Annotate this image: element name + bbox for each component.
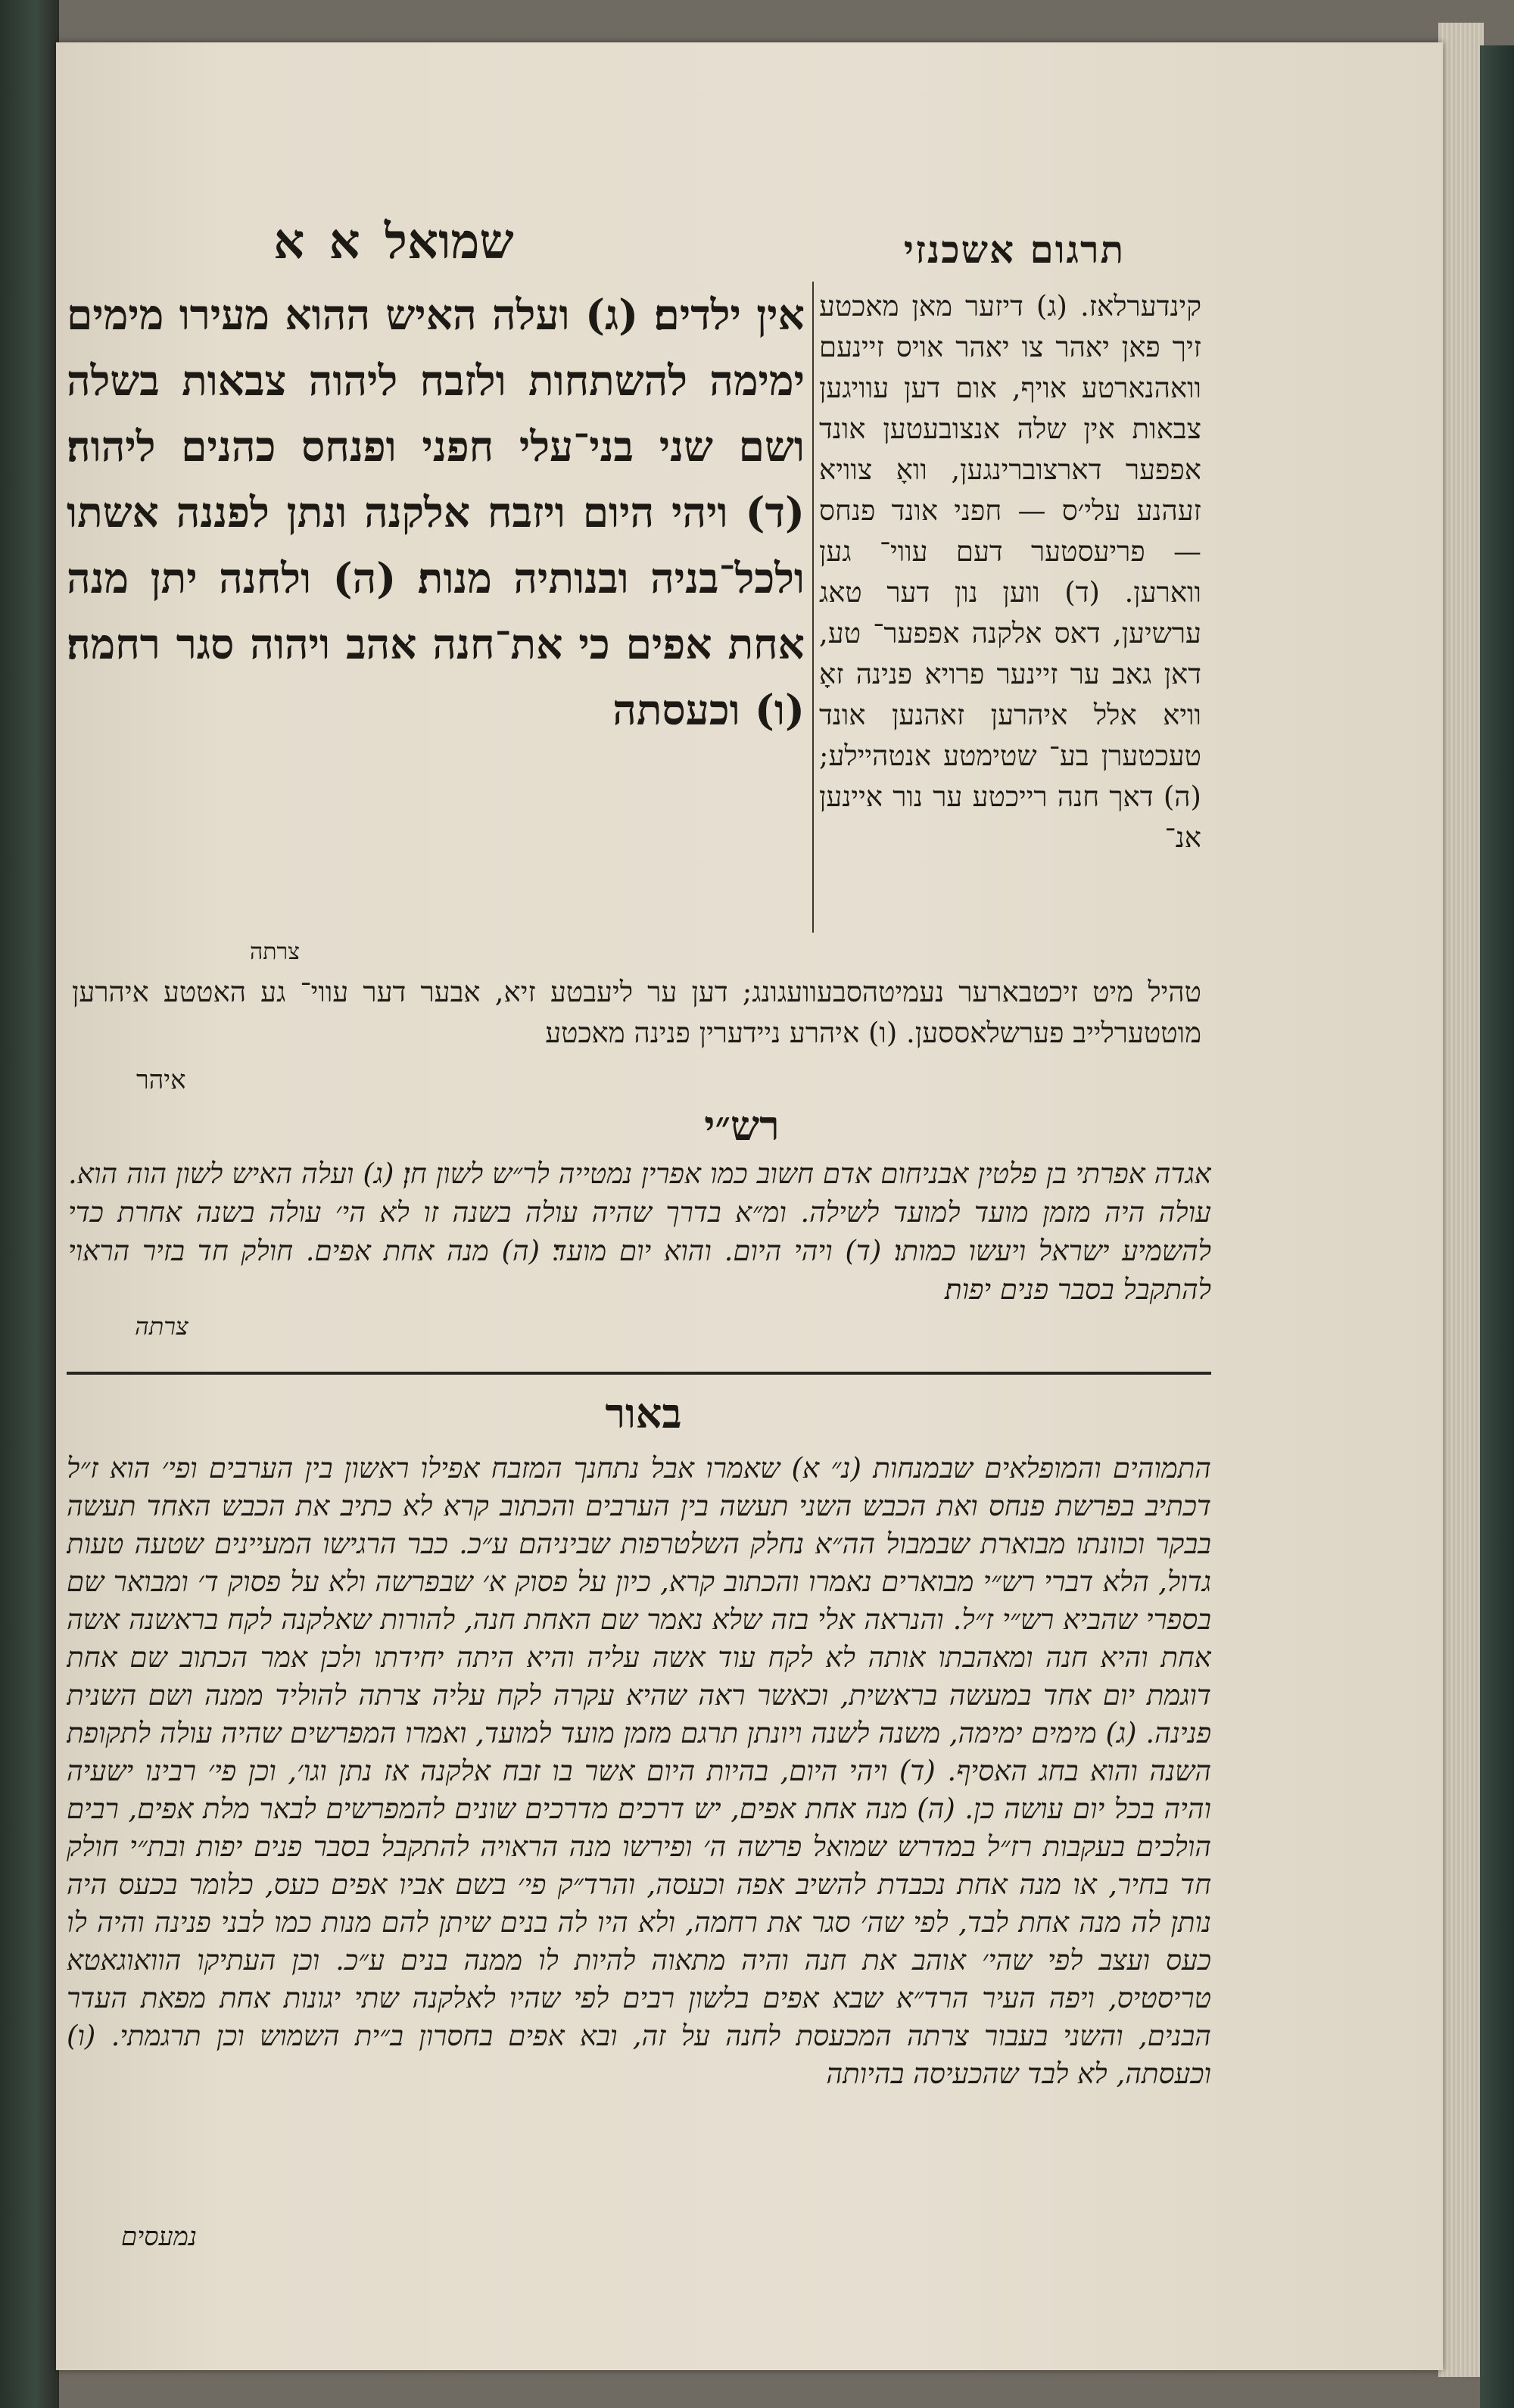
page-edges: [1438, 23, 1484, 2377]
bible-catchword: צרתה: [250, 939, 301, 965]
right-cover-edge: [1480, 45, 1514, 2408]
rashi-catchword: צרתה: [135, 1312, 188, 1341]
book-header: שמואל א א: [273, 213, 514, 270]
bible-text: אין ילדים׃ (ג) ועלה האיש ההוא מעירו מימים ימימה להשתחות ולזבח ליהוה צבאות בשלה ושם שני בני־עלי חפני ופנחס כהנים ליהוה׃ (ד) ויהי היום ויזבח אלקנה ונתן לפננה אשתו ולכל־בניה ובנותיה מנות׃ (ה) ולחנה יתן מנה אחת אפים כי את־חנה אהב ויהוה סגר רחמה׃ (ו) וכעסתה: [67, 290, 805, 734]
left-book-edge: [0, 0, 59, 2408]
biur-catchword: נמעסים: [121, 2222, 197, 2252]
column-divider: [812, 282, 814, 933]
rashi-header: רש״י: [704, 1101, 780, 1150]
targum-text: קינדערלאז. (ג) דיזער מאן מאכטע זיך פאן יאהר צו יאהר אויס זיינעם וואהנארטע אויף, אום דען עוויגען צבאות אין שלה אנצובעטען אונד אפפער דארצוברינגען, וואָ צוויא זעהנע עלי׳ס — חפני אונד פנחס — פריעסטער דעם עווי־ גען ווארען. (ד) ווען נון דער טאג ערשיען, דאס אלקנה אפפער־ טע, דאן גאב ער זיינער פרויא פנינה זאָ וויא אלל איהרען זאהנען אונד טעכטערן בע־ שטימטע אנטהיילע; (ה) דאך חנה רייכטע ער נור איינען אנ־: [819, 290, 1201, 854]
targum-catchword: איהר: [136, 1065, 186, 1095]
targum-continuation: טהיל מיט זיכטבארער נעמיטהסבעוועגונג; דען ער ליעבטע זיא, אבער דער עווי־ גע האטטע איהרען מוטטערלייב פערשלאססען. (ו) איהרע ניידערין פנינה מאכטע: [72, 976, 1201, 1049]
section-rule: [67, 1372, 1211, 1375]
rashi-commentary: אגדה אפרתי בן פלטין אבניחום אדם חשוב כמו אפרין נמטייה לר״ש לשון חן׃ (ג) ועלה האיש לשון הוה הוא. עולה היה מזמן מועד למועד לשילה. ומ״א בדרך שהיה עולה בשנה זו לא הי׳ עולה בשנה אחרת כדי להשמיע ישראל ויעשו כמותו׃ (ד) ויהי היום. והוא יום מועד׃ (ה) מנה אחת אפים. חולק חד בזיר הראוי להתקבל בסבר פנים יפות׃: [68, 1157, 1211, 1306]
biur-header: באור: [605, 1389, 682, 1438]
targum-header: תרגום אשכנזי: [903, 227, 1126, 272]
biur-commentary: התמוהים והמופלאים שבמנחות (נ״ א) שאמרו אבל נתחנך המזבח אפילו ראשון בין הערבים ופי׳ הוא ז״ל דכתיב בפרשת פנחס ואת הכבש השני תעשה בין הערבים והכתוב קרא לא כתיב את הכבש האחד תעשה בבקר וכוונתו מבוארת שבמבול הה״א נחלק השלטרפות שביניהם ע״כ. כבר הרגישו המעיינים שטעה טעות גדול, הלא דברי רש״י מבוארים נאמרו והכתוב קרא, כיון על פסוק א׳ שבפרשה ולא על פסוק ד׳ ומבואר שם בספרי שהביא רש״י ז״ל. והנראה אלי בזה שלא נאמר שם האחת חנה, להורות שאלקנה לקח בראשנה אשה אחת והיא חנה ומאהבתו אותה לא לקח עוד אשה עליה והיא היתה יחידתו ולכן אמר הכתוב שם אחת דוגמת יום אחד במעשה בראשית, וכאשר ראה שהיא עקרה לקח עליה צרתה להוליד ממנה ושם השנית פנינה. (ג) מימים ימימה, משנה לשנה ויונתן תרגם מזמן מועד למועד, ואמרו המפרשים שהיה עולה לתקופת השנה והוא בחג האסיף. (ד) ויהי היום, בהיות היום אשר בו זבח אלקנה אז נתן וגו׳, וכן פי׳ רבינו ישעיה והיה בכל יום עושה כן. (ה) מנה אחת אפים, יש דרכים מדרכים שונים להמפרשים לבאר מלת אפים, רבים הולכים בעקבות רז״ל במדרש שמואל פרשה ה׳ ופירשו מנה הראויה להתקבל בסבר פנים יפות ובת״י חולק חד בחיר, או מנה אחת נכבדת להשיב אפה וכעסה, והרד״ק פי׳ בשם אביו אפים כעס, כלומר בכעס היה נותן לה מנה אחת לבד, לפי שה׳ סגר את רחמה, ולא היו לה בנים שיתן להם מנות כמו לבני פנינה והיה לו כעס ועצב לפי שהי׳ אוהב את חנה והיה מתאוה להיות לו ממנה בנים ע״כ. וכן העתיקו הוואוגאטא טריסטיס, ויפה העיר הרד״א שבא אפים בלשון רבים לפי שהיו לאלקנה שתי יגונות אחת מפאת העדר הבנים, והשני בעבור צרתה המכעסת לחנה על זה, ובא אפים בחסרון ב״ית השמוש וכן תרגמתי. (ו) וכעסתה, לא לבד שהכעיסה בהיותה: [67, 1452, 1211, 2090]
